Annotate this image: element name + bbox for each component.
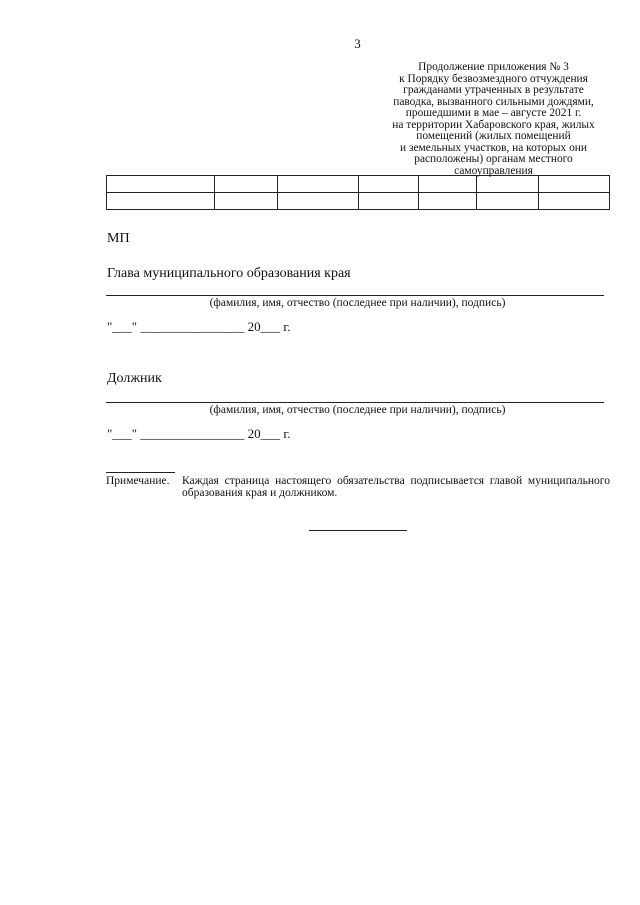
- head-signature-line: [106, 295, 604, 296]
- appendix-line: и земельных участков, на которых они: [400, 141, 587, 154]
- appendix-line: прошедшими в мае – августе 2021 г.: [405, 107, 582, 119]
- debtor-date-line: "___" ________________ 20___ г.: [107, 426, 291, 441]
- debtor-label: Должник: [107, 371, 162, 386]
- table-cell: [278, 176, 359, 193]
- head-signature-caption: (фамилия, имя, отчество (последнее при наличии), подпись): [209, 297, 506, 309]
- table-cell: [477, 176, 539, 193]
- table-row: [107, 193, 610, 210]
- table-cell: [419, 193, 477, 210]
- appendix-header: [376, 62, 611, 177]
- debtor-signature-line: [106, 402, 604, 403]
- end-rule: [309, 530, 407, 531]
- appendix-line: Продолжение приложения № 3: [418, 61, 569, 73]
- table-cell: [359, 176, 419, 193]
- appendix-line: гражданами утраченных в результате: [403, 84, 584, 96]
- note-label: Примечание.: [106, 475, 170, 487]
- table-cell: [539, 193, 610, 210]
- appendix-line: помещений (жилых помещений: [416, 130, 571, 142]
- appendix-line: самоуправления: [454, 164, 533, 177]
- appendix-line: к Порядку безвозмездного отчуждения: [399, 72, 588, 85]
- appendix-line: паводка, вызванного сильными дождями,: [393, 95, 594, 108]
- table-cell: [278, 193, 359, 210]
- note-text: Каждая страница настоящего обязательства подписывается главой муниципального образования края и должником.: [182, 475, 610, 499]
- table-cell: [215, 193, 278, 210]
- appendix-line: на территории Хабаровского края, жилых: [392, 118, 595, 131]
- note: [106, 475, 610, 499]
- empty-table: [106, 175, 610, 210]
- stamp-label: МП: [107, 231, 130, 246]
- table-cell: [539, 176, 610, 193]
- table-cell: [419, 176, 477, 193]
- table-cell: [359, 193, 419, 210]
- table-row: [107, 176, 610, 193]
- debtor-signature-caption: (фамилия, имя, отчество (последнее при наличии), подпись): [209, 404, 506, 416]
- table-cell: [107, 193, 215, 210]
- table-cell: [107, 176, 215, 193]
- appendix-line: расположены) органам местного: [414, 153, 573, 165]
- page-number: 3: [354, 36, 361, 51]
- table-cell: [477, 193, 539, 210]
- table-cell: [215, 176, 278, 193]
- note-separator: [106, 472, 175, 473]
- head-date-line: "___" ________________ 20___ г.: [107, 319, 291, 334]
- head-label: Глава муниципального образования края: [107, 266, 351, 281]
